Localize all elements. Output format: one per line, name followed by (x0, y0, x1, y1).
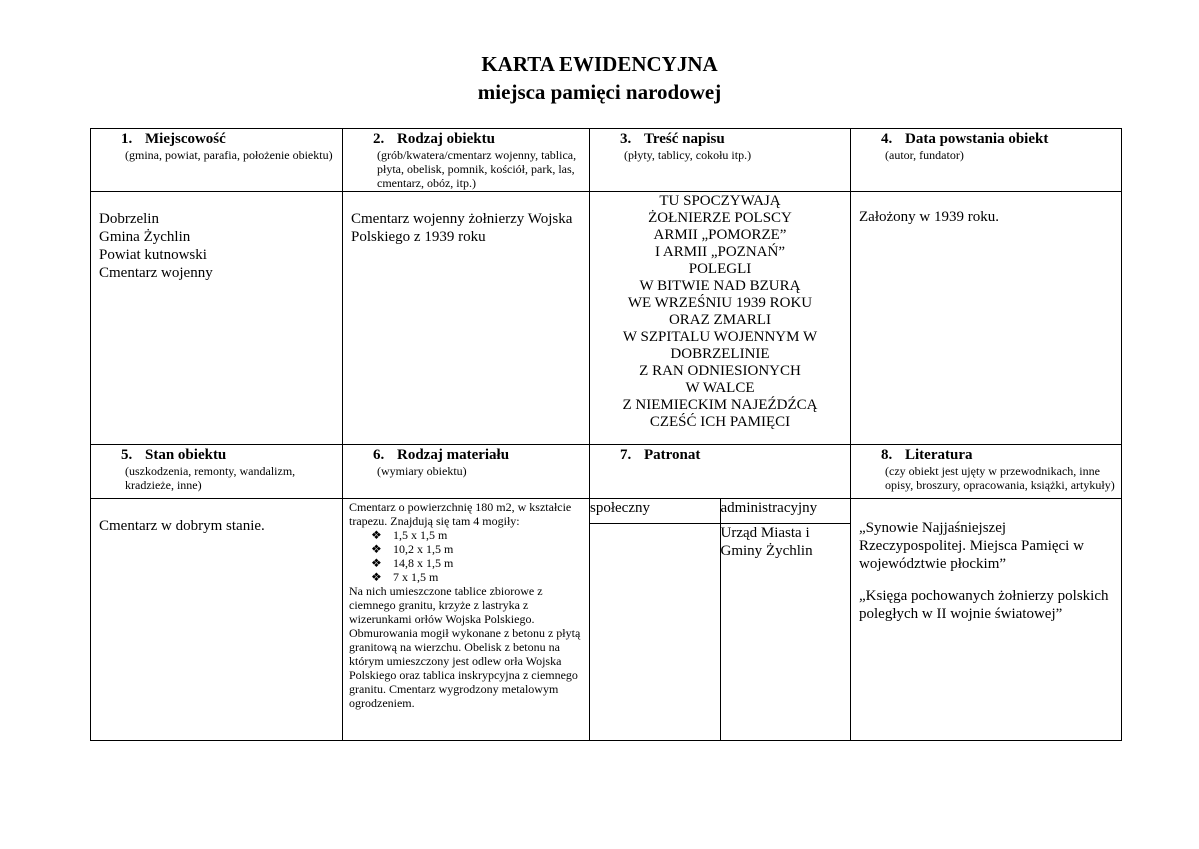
bullet-icon: ❖ (371, 570, 382, 584)
patronage-social-label: społeczny (590, 499, 720, 523)
header-object-type (343, 129, 590, 192)
inscription-line: WE WRZEŚNIU 1939 ROKU (627, 295, 813, 311)
content-row-1 (91, 192, 1122, 445)
header-label: Stan obiektu (145, 447, 227, 463)
location-line: Dobrzelin (99, 211, 159, 227)
header-row-1 (91, 129, 1122, 192)
inscription-line: ORAZ ZMARLI (668, 312, 772, 328)
inscription-cell (590, 192, 851, 445)
inscription-line: Z NIEMIECKIM NAJEŹDŹCĄ (622, 397, 818, 413)
header-number: 5. (121, 447, 133, 463)
header-label: Literatura (905, 447, 973, 463)
bullet-icon: ❖ (371, 542, 382, 556)
content-row-2 (91, 499, 1122, 741)
location-line: Gmina Żychlin (99, 229, 191, 245)
patronage-admin-label: administracyjny (720, 499, 850, 523)
grave-dimension-item: ❖ 10,2 x 1,5 m (371, 542, 454, 556)
bullet-icon: ❖ (371, 528, 382, 542)
inscription-line: TU SPOCZYWAJĄ (659, 193, 781, 209)
header-number: 7. (620, 447, 632, 463)
object-type-text: Cmentarz wojenny żołnierzy Wojska Polskiego z 1939 roku (351, 211, 573, 245)
condition-text: Cmentarz w dobrym stanie. (99, 518, 265, 534)
header-number: 8. (881, 447, 893, 463)
header-number: 6. (373, 447, 385, 463)
patronage-subtable (590, 499, 850, 740)
header-hint: (grób/kwatera/cmentarz wojenny, tablica, płyta, obelisk, pomnik, kościół, park, las, cmentarz, obóz, itp.) (377, 148, 577, 190)
header-hint: (płyty, tablicy, cokołu itp.) (624, 148, 752, 162)
header-hint: (uszkodzenia, remonty, wandalizm, kradzieże, inne) (125, 464, 296, 492)
header-label: Treść napisu (644, 131, 725, 147)
header-date (851, 129, 1122, 192)
header-patronage (590, 445, 851, 499)
document-subtitle: miejsca pamięci narodowej (477, 80, 722, 104)
inscription-line: W WALCE (685, 380, 755, 396)
inscription-line: I ARMII „POZNAŃ” (655, 244, 785, 260)
location-line: Cmentarz wojenny (99, 265, 213, 281)
header-label: Rodzaj obiektu (397, 131, 495, 147)
location-line: Powiat kutnowski (99, 247, 207, 263)
inscription-line: CZEŚĆ ICH PAMIĘCI (649, 414, 791, 430)
date-cell (851, 192, 1122, 445)
patronage-cell (590, 499, 851, 741)
object-type-cell (343, 192, 590, 445)
header-inscription (590, 129, 851, 192)
patronage-social-value (590, 523, 720, 740)
header-number: 1. (121, 131, 133, 147)
material-cell (343, 499, 590, 741)
record-card-table (90, 128, 1122, 741)
inscription-line: ŻOŁNIERZE POLSCY (648, 210, 792, 226)
header-condition (91, 445, 343, 499)
inscription-line: W BITWIE NAD BZURĄ (639, 278, 801, 294)
header-material (343, 445, 590, 499)
inscription-line: W SZPITALU WOJENNYM W (622, 329, 818, 345)
header-label: Rodzaj materiału (397, 447, 510, 463)
header-location (91, 129, 343, 192)
location-cell (91, 192, 343, 445)
inscription-line: ARMII „POMORZE” (653, 227, 787, 243)
inscription-line: POLEGLI (688, 261, 752, 277)
material-intro: Cmentarz o powierzchnię 180 m2, w kształcie trapezu. Znajdują się tam 4 mogiły: (349, 500, 572, 528)
header-label: Miejscowość (145, 131, 226, 147)
grave-dimension-item: ❖ 14,8 x 1,5 m (371, 556, 454, 570)
material-description: Na nich umieszczone tablice zbiorowe z ciemnego granitu, krzyże z lastryka z wizerunkami orłów Wojska Polskiego. Obmurowania mogił wykonane z betonu z płytą granitową na wierzchu. Obelisk z betonu na którym umieszczony jest odlew orła Wojska Polskiego oraz tablica inskrypcyjna z ciemnego granitu. Cmentarz wygrodzony metalowym ogrodzeniem. (349, 584, 581, 710)
grave-dimension-item: ❖ 7 x 1,5 m (371, 570, 439, 584)
header-hint: (czy obiekt jest ujęty w przewodnikach, inne opisy, broszury, opracowania, książki, artykuły) (885, 464, 1115, 492)
grave-dimension-item: ❖ 1,5 x 1,5 m (371, 528, 448, 542)
header-literature (851, 445, 1122, 499)
inscription-line: DOBRZELINIE (670, 346, 770, 362)
date-text: Założony w 1939 roku. (859, 209, 999, 225)
literature-cell (851, 499, 1122, 741)
literature-item: „Księga pochowanych żołnierzy polskich poległych w II wojnie światowej” (859, 588, 1109, 622)
header-hint: (gmina, powiat, parafia, położenie obiektu) (125, 148, 333, 162)
header-label: Patronat (644, 447, 701, 463)
document-title: KARTA EWIDENCYJNA (481, 52, 718, 76)
header-hint: (wymiary obiektu) (377, 464, 467, 478)
literature-item: „Synowie Najjaśniejszej Rzeczypospolitej. Miejsca Pamięci w województwie płockim” (859, 520, 1084, 572)
condition-cell (91, 499, 343, 741)
header-number: 4. (881, 131, 893, 147)
header-hint: (autor, fundator) (885, 148, 964, 162)
header-number: 2. (373, 131, 385, 147)
header-row-2 (91, 445, 1122, 499)
inscription-line: Z RAN ODNIESIONYCH (639, 363, 801, 379)
header-number: 3. (620, 131, 632, 147)
patronage-admin-value: Urząd Miasta i Gminy Żychlin (720, 524, 813, 559)
graves-list (349, 528, 585, 584)
bullet-icon: ❖ (371, 556, 382, 570)
header-label: Data powstania obiekt (905, 131, 1049, 147)
